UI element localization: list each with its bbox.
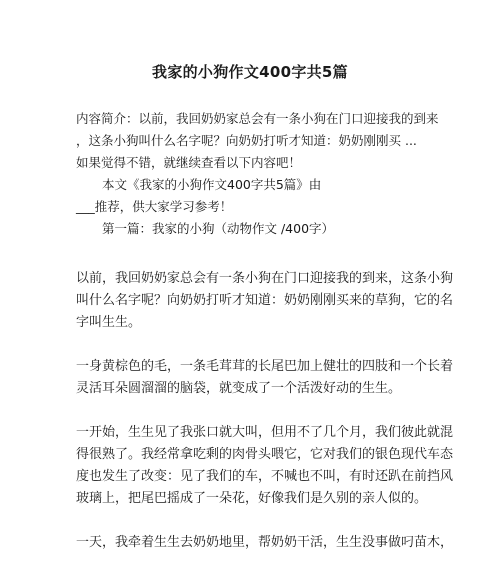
paragraph — [76, 356, 454, 400]
paragraph-line: 玻璃上，把尾巴摇成了一朵花，好像我们是久别的亲人似的。 — [76, 491, 428, 506]
paragraph-line: 一身黄棕色的毛，一条毛茸茸的长尾巴加上健壮的四肢和一个长着 — [76, 359, 454, 374]
paragraph-line: 以前，我回奶奶家总会有一条小狗在门口迎接我的到来，这条小狗 — [76, 271, 454, 286]
paragraph-line: 叫什么名字呢？向奶奶打听才知道：奶奶刚刚买来的草狗，它的名 — [76, 293, 454, 308]
paragraph — [76, 268, 454, 334]
document-title: 我家的小狗作文400字共5篇 — [152, 63, 348, 81]
paragraph-line: 一天，我牵着生生去奶奶地里，帮奶奶干活，生生没事做叼苗木， — [76, 535, 454, 550]
paragraph-line: 字叫生生。 — [76, 315, 142, 330]
paragraph-line: 度也发生了改变：见了我们的车，不喊也不叫，有时还趴在前挡风 — [76, 469, 454, 484]
chapter-heading: 第一篇：我家的小狗（动物作文 /400字） — [102, 221, 335, 236]
recommend-line: ___推荐，供大家学习参考！ — [76, 199, 233, 214]
paragraph-line: 一开始，生生见了我张口就大叫，但用不了几个月，我们彼此就混 — [76, 425, 454, 440]
article-body — [76, 268, 454, 576]
paragraph — [76, 532, 454, 554]
paragraph-line: 灵活耳朵圆溜溜的脑袋，就变成了一个活泼好动的生生。 — [76, 381, 402, 396]
summary-line: ，这条小狗叫什么名字呢？向奶奶打听才知道：奶奶刚刚买 ... — [76, 133, 417, 148]
paragraph-line: 得很熟了。我经常拿吃剩的肉骨头喂它，它对我们的银色现代车态 — [76, 447, 454, 462]
summary-line: 内容简介：以前，我回奶奶家总会有一条小狗在门口迎接我的到来 — [76, 111, 439, 126]
summary-line: 如果觉得不错，就继续查看以下内容吧！ — [76, 155, 302, 170]
paragraph — [76, 422, 454, 510]
summary-block — [76, 108, 439, 240]
recommend-line: 本文《我家的小狗作文400字共5篇》由 — [102, 177, 322, 192]
